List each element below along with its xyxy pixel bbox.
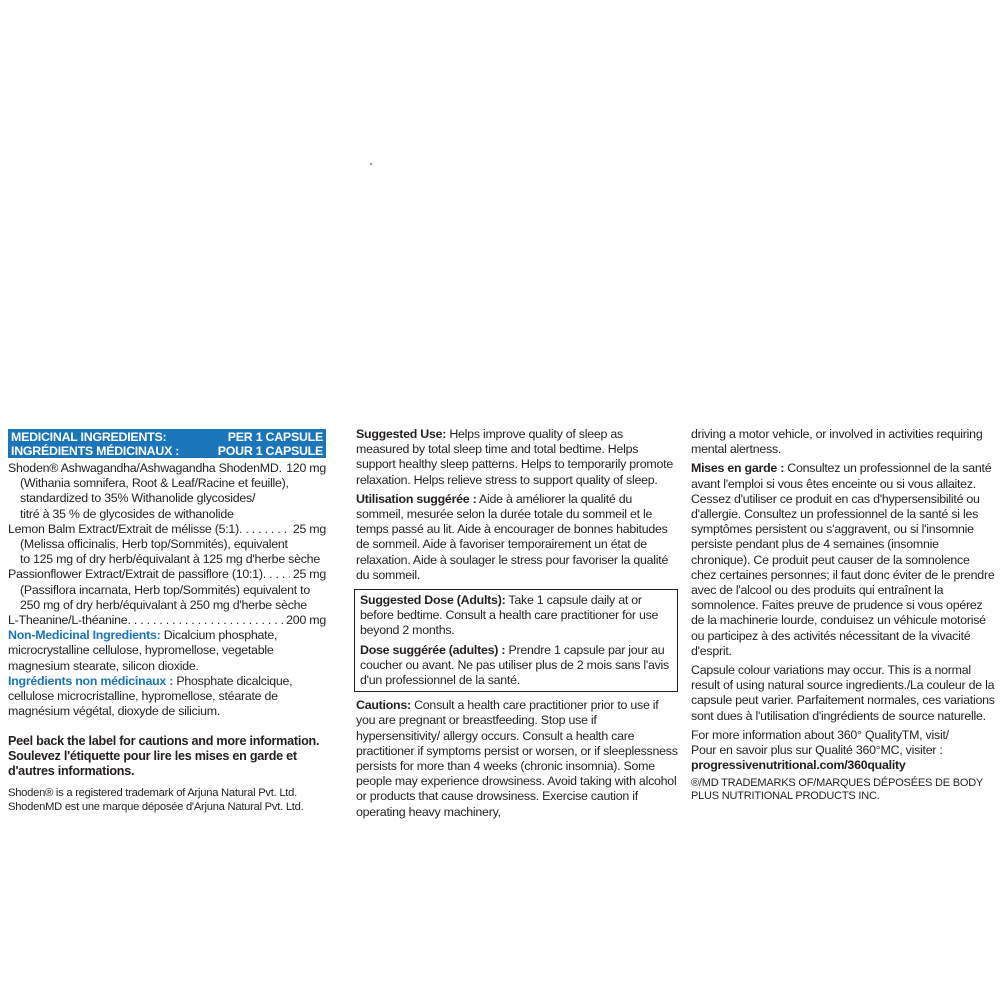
ingredient-name: Lemon Balm Extract/Extrait de mélisse (5:1) [8, 521, 239, 536]
header-left-en: MEDICINAL INGREDIENTS: [11, 430, 167, 444]
ingredient-name: Passionflower Extract/Extrait de passiflore (10:1) [8, 567, 263, 582]
ingredient-qty: 25 mg [292, 567, 326, 582]
leader-dots [263, 567, 290, 582]
ingredient-row-l-theanine [8, 613, 326, 628]
cautions [356, 698, 678, 820]
cautions-text: Consult a health care practitioner prior to use if you are pregnant or breastfeeding. Stop use if hypersensitivity/ allergy occurs. Consult a health care practitioner if symptoms persist or worsen, or if sleeplessness persists for more than 4 weeks (chronic insomnia). Some people may experience drowsiness. Avoid taking with alcohol or products that cause drowsiness. Exercise caution if operating heavy machinery, [356, 698, 678, 819]
ingredient-name: L-Theanine/L-théanine [8, 613, 128, 628]
ingredient-row-lemon-balm [8, 522, 326, 537]
utilisation-text: Aide à améliorer la qualité du sommeil, mesurée selon la durée totale du sommeil et le temps passé au lit. Aide à encourager de bonnes habitudes de sommeil. Aide à favoriser temporairement un état de relaxation. Aide à soulager le stress pour favoriser la qualité du sommeil. [356, 491, 669, 582]
dose-fr-text: Prendre 1 capsule par jour au coucher ou avant. Ne pas utiliser plus de 2 mois sans l'avis d'un professionnel de la santé. [360, 642, 669, 688]
dose-fr [360, 643, 672, 689]
ingredient-detail: to 125 mg of dry herb/équivalant à 125 mg d'herbe sèche [20, 552, 320, 567]
ingredient-detail: titré à 35 % de glycosides de withanolide [20, 506, 234, 521]
utilisation-label: Utilisation suggérée : [356, 491, 477, 506]
ingredient-qty: 120 mg [286, 461, 326, 475]
leader-dots [127, 613, 283, 628]
warnings-column [691, 427, 996, 803]
ingredient-name: Shoden® Ashwagandha/Ashwagandha ShodenMD [8, 461, 279, 475]
mises-text: Consultez un professionnel de la santé avant l'emploi si vous êtes enceinte ou si vous allaitez. Cessez d'utiliser ce produit en cas d'hypersensibilité ou d'allergie. Consultez un professionnel de la santé si les symptômes persistent ou s'aggravent, ou si l'insomnie persiste pendant plus de 4 semaines (insomnie chronique). Ce produit peut causer de la somnolence chez certaines personnes; il faut donc éviter de le prendre avec de l'alcool ou des produits qui entraînent la somnolence. Faites preuve de prudence si vous opérez de la machinerie lourde, conduisez un véhicule motorisé ou participez à des activités nécessitant de la vivacité d'esprit. [691, 461, 995, 658]
capsule-variation: Capsule colour variations may occur. This is a normal result of using natural source ingredients./La couleur de la capsule peut varier. Parfaitement normales, ces variations sont dues à l'utilisation d'ingrédients de source naturelle. [691, 663, 995, 723]
ingredient-detail: 250 mg of dry herb/équivalant à 250 mg d'herbe sèche [20, 597, 307, 612]
non-medicinal-en [8, 628, 326, 674]
trademark-en: Shoden® is a registered trademark of Arjuna Natural Pvt. Ltd. [8, 787, 297, 800]
peel-notice-fr: Soulevez l'étiquette pour lire les mises en garde et d'autres informations. [8, 749, 297, 779]
non-medicinal-en-text: Dicalcium phosphate, microcrystalline cellulose, hypromellose, vegetable magnesium stearate, silicon dioxide. [8, 628, 278, 673]
ingredient-detail: (Passiflora incarnata, Herb top/Sommités) equivalent to [20, 582, 310, 597]
header-right-fr: POUR 1 CAPSULE [217, 444, 323, 458]
ingredient-detail: (Withania somnifera, Root & Leaf/Racine et feuille), [20, 476, 289, 491]
trademarks-footer: ®/MD TRADEMARKS OF/MARQUES DÉPOSÉES DE BODY PLUS NUTRITIONAL PRODUCTS INC. [691, 777, 983, 803]
peel-notice [8, 734, 326, 779]
ingredient-row-passionflower [8, 567, 326, 582]
suggested-use-text: Helps improve quality of sleep as measured by total sleep time and total bedtime. Helps support healthy sleep patterns. Helps to temporarily promote relaxation. Helps relieve stress to support quality of sleep. [356, 427, 673, 487]
quality-url[interactable]: progressivenutritional.com/360quality [691, 758, 906, 773]
ingredient-qty: 25 mg [292, 521, 326, 536]
non-medicinal-fr-text: Phosphate dicalcique, cellulose microcristalline, hypromellose, stéarate de magnésium végétal, dioxyde de silicium. [8, 673, 293, 719]
header-right-en: PER 1 CAPSULE [227, 430, 323, 444]
mises-label: Mises en garde : [691, 461, 785, 476]
non-medicinal-fr-label: Ingrédients non médicinaux : [8, 673, 174, 688]
ingredient-list [8, 461, 326, 628]
suggested-use-label: Suggested Use: [356, 427, 447, 441]
cautions-label: Cautions: [356, 698, 411, 713]
non-medicinal-fr [8, 674, 326, 720]
ingredients-header [8, 429, 326, 458]
dose-fr-label: Dose suggérée (adultes) : [360, 642, 506, 657]
dose-en-text: Take 1 capsule daily at or before bedtime. Consult a health care practitioner for use beyond 2 months. [360, 593, 659, 638]
ingredients-column [8, 429, 326, 814]
dose-en-label: Suggested Dose (Adults): [360, 593, 506, 608]
stray-dot [370, 163, 372, 165]
quality-fr: Pour en savoir plus sur Qualité 360°MC, visiter : [691, 743, 943, 758]
header-left-fr: INGRÉDIENTS MÉDICINAUX : [11, 444, 180, 458]
ingredient-qty: 200 mg [286, 613, 326, 628]
leader-dots [239, 522, 290, 537]
ingredient-detail: (Melissa officinalis, Herb top/Sommités), equivalent [20, 537, 288, 552]
trademark-fr: ShodenMD est une marque déposée d'Arjuna Natural Pvt. Ltd. [8, 801, 304, 814]
peel-notice-en: Peel back the label for cautions and more information. [8, 734, 320, 749]
utilisation-suggeree [356, 492, 678, 583]
suggested-use [356, 427, 678, 488]
dose-en [360, 593, 672, 639]
trademark-notice [8, 786, 326, 814]
ingredient-row-ashwagandha [8, 461, 326, 476]
dose-box [354, 589, 678, 692]
non-medicinal-en-label: Non-Medicinal Ingredients: [8, 628, 161, 643]
mises-en-garde [691, 461, 996, 659]
directions-column [356, 427, 678, 820]
ingredient-detail: standardized to 35% Withanolide glycosides/ [20, 491, 256, 506]
quality-en: For more information about 360° QualityTM, visit/ [691, 727, 949, 742]
cautions-continued: driving a motor vehicle, or involved in activities requiring mental alertness. [691, 427, 983, 457]
